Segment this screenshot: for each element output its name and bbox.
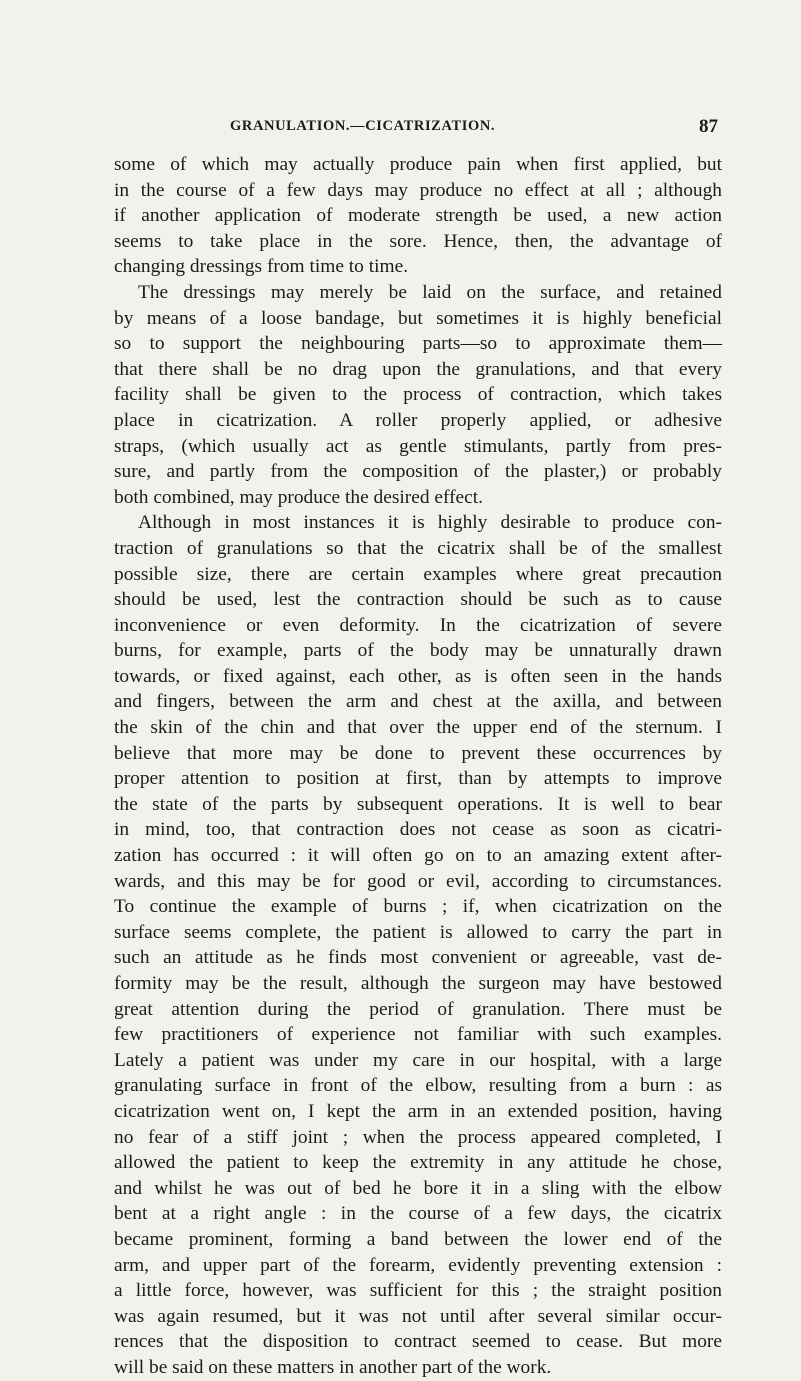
body-text — [114, 152, 722, 1381]
text-line: cicatrization went on, I kept the arm in an extended position, having — [114, 1100, 722, 1122]
text-line: in the course of a few days may produce no effect at all ; although — [114, 179, 722, 201]
text-line: wards, and this may be for good or evil, according to circumstances. — [114, 870, 722, 892]
text-line: a little force, however, was sufficient for this ; the straight position — [114, 1280, 722, 1302]
text-line: no fear of a stiff joint ; when the process appeared completed, I — [114, 1126, 722, 1148]
text-line: possible size, there are certain examples where great precaution — [114, 563, 722, 585]
text-line: rences that the disposition to contract seemed to cease. But more — [114, 1331, 722, 1353]
running-title: GRANULATION.—CICATRIZATION. — [230, 118, 496, 134]
text-line: by means of a loose bandage, but sometimes it is highly beneficial — [114, 307, 722, 329]
text-line: so to support the neighbouring parts—so to approximate them— — [114, 333, 722, 355]
text-line: proper attention to position at first, than by attempts to improve — [114, 768, 722, 790]
text-line: zation has occurred : it will often go on to an amazing extent after- — [114, 845, 722, 867]
text-line: burns, for example, parts of the body may be unnaturally drawn — [114, 640, 722, 662]
text-line: surface seems complete, the patient is allowed to carry the part in — [114, 921, 722, 943]
text-line: To continue the example of burns ; if, when cicatrization on the — [114, 896, 722, 918]
text-line: the skin of the chin and that over the upper end of the sternum. I — [114, 717, 722, 739]
text-line: The dressings may merely be laid on the surface, and retained — [138, 281, 722, 303]
text-line: and whilst he was out of bed he bore it in a sling with the elbow — [114, 1177, 722, 1199]
text-line: that there shall be no drag upon the granulations, and that every — [114, 358, 722, 380]
text-line: such an attitude as he finds most convenient or agreeable, vast de- — [114, 947, 722, 969]
text-line: Although in most instances it is highly desirable to produce con- — [138, 512, 722, 534]
text-line: place in cicatrization. A roller properly applied, or adhesive — [114, 409, 722, 431]
text-line: changing dressings from time to time. — [114, 256, 409, 278]
text-line: seems to take place in the sore. Hence, then, the advantage of — [114, 230, 722, 252]
text-line: arm, and upper part of the forearm, evidently preventing extension : — [114, 1254, 722, 1276]
text-line: the state of the parts by subsequent operations. It is well to bear — [114, 793, 722, 815]
text-line: should be used, lest the contraction should be such as to cause — [114, 589, 722, 611]
text-line: allowed the patient to keep the extremity in any attitude he chose, — [114, 1152, 722, 1174]
text-line: traction of granulations so that the cicatrix shall be of the smallest — [114, 537, 722, 559]
text-line: Lately a patient was under my care in our hospital, with a large — [114, 1049, 722, 1071]
text-line: bent at a right angle : in the course of a few days, the cicatrix — [114, 1203, 722, 1225]
text-line: sure, and partly from the composition of the plaster,) or probably — [114, 461, 722, 483]
text-line: both combined, may produce the desired effect. — [114, 486, 484, 508]
text-line: few practitioners of experience not familiar with such examples. — [114, 1024, 722, 1046]
text-line: will be said on these matters in another part of the work. — [114, 1356, 552, 1378]
text-line: if another application of moderate strength be used, a new action — [114, 205, 722, 227]
text-line: believe that more may be done to prevent these occurrences by — [114, 742, 722, 764]
text-line: and fingers, between the arm and chest at the axilla, and between — [114, 691, 722, 713]
text-line: some of which may actually produce pain when first applied, but — [114, 154, 722, 175]
text-line: facility shall be given to the process of contraction, which takes — [114, 384, 722, 406]
text-line: towards, or fixed against, each other, as is often seen in the hands — [114, 665, 722, 687]
text-line: became prominent, forming a band between the lower end of the — [114, 1228, 722, 1250]
page-number: 87 — [699, 116, 718, 137]
text-line: straps, (which usually act as gentle stimulants, partly from pres- — [114, 435, 722, 457]
running-head — [118, 118, 718, 138]
text-line: formity may be the result, although the surgeon may have bestowed — [114, 973, 722, 994]
text-line: in mind, too, that contraction does not cease as soon as cicatri- — [114, 819, 722, 841]
text-line: granulating surface in front of the elbow, resulting from a burn : as — [114, 1075, 722, 1097]
text-line: great attention during the period of granulation. There must be — [114, 998, 722, 1020]
text-line: was again resumed, but it was not until after several similar occur- — [114, 1305, 722, 1327]
text-line: inconvenience or even deformity. In the cicatrization of severe — [114, 614, 722, 636]
